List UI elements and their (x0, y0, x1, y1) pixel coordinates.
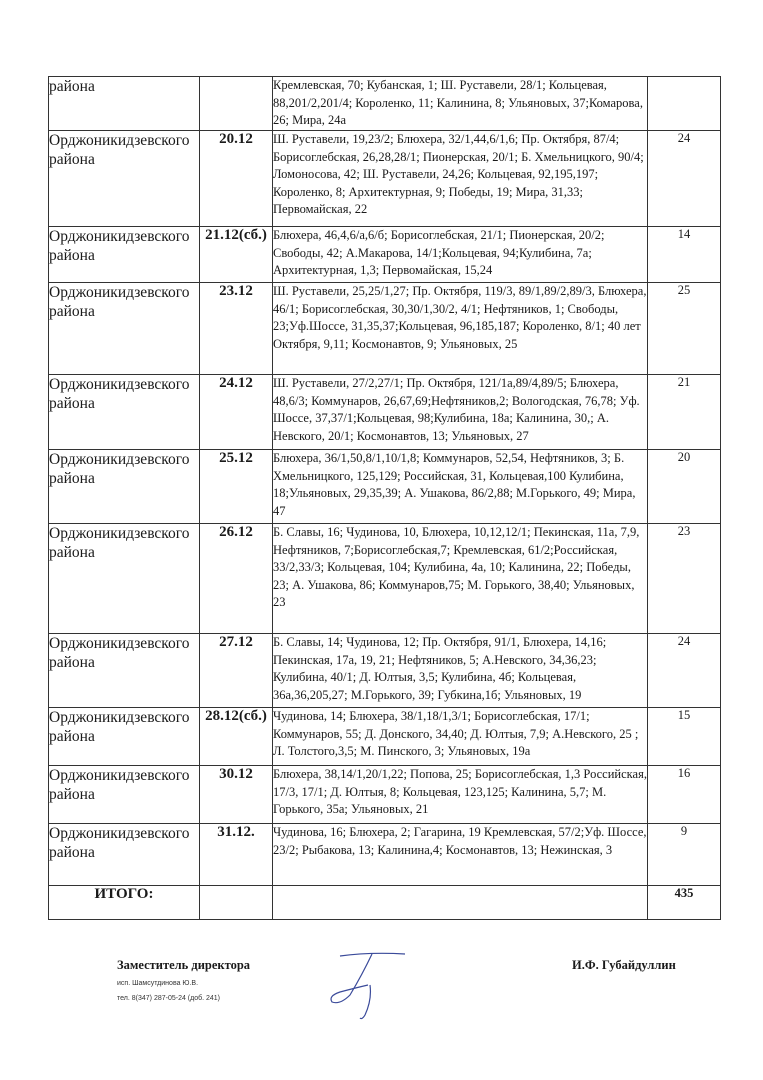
count-cell: 24 (648, 634, 721, 708)
table-row (49, 524, 721, 634)
district-cell: района (49, 77, 200, 131)
date-cell: 20.12 (200, 131, 273, 227)
date-cell (200, 77, 273, 131)
addresses-cell: Ш. Руставели, 19,23/2; Блюхера, 32/1,44,6/1,6; Пр. Октября, 87/4; Борисоглебская, 26,28,28/1; Пионерская, 20/1; Б. Хмельницкого, 90/4; Ломоносова, 42; Ш. Руставели, 24,26; Кольцевая, 92,195,197; Короленко, 8; Архитектурная, 9; Победы, 19; Мира, 31,33; Первомайская, 22 (273, 131, 648, 227)
addresses-cell: Б. Славы, 16; Чудинова, 10, Блюхера, 10,12,12/1; Пекинская, 11а, 7,9, Нефтяников, 7;Борисоглебская,7; Кремлевская, 61/2;Российская, 33/2,33/3; Кольцевая, 104; Кулибина, 4а, 10; Калинина, 22; Победы, 23; А. Ушакова, 86; Коммунаров,75; М. Горького, 38,40; Ульяновых, 23 (273, 524, 648, 634)
count-cell: 23 (648, 524, 721, 634)
date-cell: 28.12(сб.) (200, 708, 273, 766)
district-cell: Орджоникидзевского района (49, 283, 200, 375)
count-cell: 15 (648, 708, 721, 766)
empty-cell (200, 886, 273, 920)
district-cell: Орджоникидзевского района (49, 634, 200, 708)
district-cell: Орджоникидзевского района (49, 227, 200, 283)
count-cell: 9 (648, 824, 721, 886)
date-cell: 30.12 (200, 766, 273, 824)
district-cell: Орджоникидзевского района (49, 708, 200, 766)
date-cell: 27.12 (200, 634, 273, 708)
count-cell (648, 77, 721, 131)
executor-note: исп. Шамсутдинова Ю.В. (117, 980, 199, 987)
count-cell: 21 (648, 375, 721, 450)
table-row (49, 766, 721, 824)
district-cell: Орджоникидзевского района (49, 766, 200, 824)
addresses-cell: Ш. Руставели, 25,25/1,27; Пр. Октября, 119/3, 89/1,89/2,89/3, Блюхера, 46/1; Борисоглебская, 30,30/1,30/2, 4/1; Нефтяников, 1; Свободы, 23;Уф.Шоссе, 31,35,37;Кольцевая, 96,185,187; Короленко, 8/1; 40 лет Октября, 9,11; Космонавтов, 9; Ульяновых, 25 (273, 283, 648, 375)
signer-name: И.Ф. Губайдуллин (572, 958, 676, 972)
addresses-cell: Б. Славы, 14; Чудинова, 12; Пр. Октября, 91/1, Блюхера, 14,16; Пекинская, 17а, 19, 21; Нефтяников, 5; А.Невского, 34,36,23; Кулибина, 40/1; Д. Юлтыя, 3,5; Кулибина, 4б; Кольцевая, 36а,36,205,27; М.Горького, 39; Губкина,1б; Ульяновых, 19 (273, 634, 648, 708)
count-cell: 24 (648, 131, 721, 227)
addresses-cell: Блюхера, 36/1,50,8/1,10/1,8; Коммунаров, 52,54, Нефтяников, 3; Б. Хмельницкого, 125,129; Российская, 31, Кольцевая,100 Кулибина, 18;Ульяновых, 29,35,39; А. Ушакова, 86/2,88; М.Горького, 49; Мира, 47 (273, 450, 648, 524)
addresses-cell: Ш. Руставели, 27/2,27/1; Пр. Октября, 121/1а,89/4,89/5; Блюхера, 48,6/3; Коммунаров, 26,67,69;Нефтяников,2; Вологодская, 76,78; Уф. Шоссе, 37,37/1;Кольцевая, 98;Кулибина, 18а; Калинина, 30,; А. Невского, 20/1; Космонавтов, 13; Ульяновых, 27 (273, 375, 648, 450)
empty-cell (273, 886, 648, 920)
addresses-cell: Кремлевская, 70; Кубанская, 1; Ш. Руставели, 28/1; Кольцевая, 88,201/2,201/4; Короленко, 11; Калинина, 8; Ульяновых, 37;Комарова, 26; Мира, 24а (273, 77, 648, 131)
date-cell: 24.12 (200, 375, 273, 450)
schedule-table (48, 76, 721, 920)
table-row (49, 708, 721, 766)
phone-note: тел. 8(347) 287-05-24 (доб. 241) (117, 995, 221, 1002)
table-row (49, 450, 721, 524)
addresses-cell: Чудинова, 14; Блюхера, 38/1,18/1,3/1; Борисоглебская, 17/1; Коммунаров, 55; Д. Донского, 34,40; Д. Юлтыя, 7,9; А.Невского, 25 ; Л. Толстого,3,5; М. Пинского, 3; Ульяновых, 19а (273, 708, 648, 766)
date-cell: 26.12 (200, 524, 273, 634)
table-row (49, 131, 721, 227)
district-cell: Орджоникидзевского района (49, 375, 200, 450)
district-cell: Орджоникидзевского района (49, 450, 200, 524)
count-cell: 25 (648, 283, 721, 375)
date-cell: 31.12. (200, 824, 273, 886)
date-cell: 25.12 (200, 450, 273, 524)
total-value: 435 (648, 886, 721, 920)
addresses-cell: Блюхера, 38,14/1,20/1,22; Попова, 25; Борисоглебская, 1,3 Российская, 17/3, 17/1; Д. Юлтыя, 8; Кольцевая, 123,125; Калинина, 5,7; М. Горького, 35а; Ульяновых, 21 (273, 766, 648, 824)
addresses-cell: Чудинова, 16; Блюхера, 2; Гагарина, 19 Кремлевская, 57/2;Уф. Шоссе, 23/2; Рыбакова, 13; Калинина,4; Космонавтов, 13; Нежинская, 3 (273, 824, 648, 886)
table-row (49, 375, 721, 450)
date-cell: 21.12(сб.) (200, 227, 273, 283)
addresses-cell: Блюхера, 46,4,6/а,6/б; Борисоглебская, 21/1; Пионерская, 20/2; Свободы, 42; А.Макарова, 14/1;Кольцевая, 94;Кулибина, 7а; Архитектурная, 1,3; Первомайская, 15,24 (273, 227, 648, 283)
count-cell: 16 (648, 766, 721, 824)
table-row (49, 824, 721, 886)
total-row (49, 886, 721, 920)
total-label: ИТОГО: (49, 886, 200, 920)
signature-image (310, 950, 430, 1025)
district-cell: Орджоникидзевского района (49, 524, 200, 634)
district-cell: Орджоникидзевского района (49, 824, 200, 886)
date-cell: 23.12 (200, 283, 273, 375)
table-row (49, 634, 721, 708)
district-cell: Орджоникидзевского района (49, 131, 200, 227)
signer-position: Заместитель директора (117, 958, 251, 972)
count-cell: 14 (648, 227, 721, 283)
table-row (49, 227, 721, 283)
table-row (49, 283, 721, 375)
count-cell: 20 (648, 450, 721, 524)
table-row (49, 77, 721, 131)
